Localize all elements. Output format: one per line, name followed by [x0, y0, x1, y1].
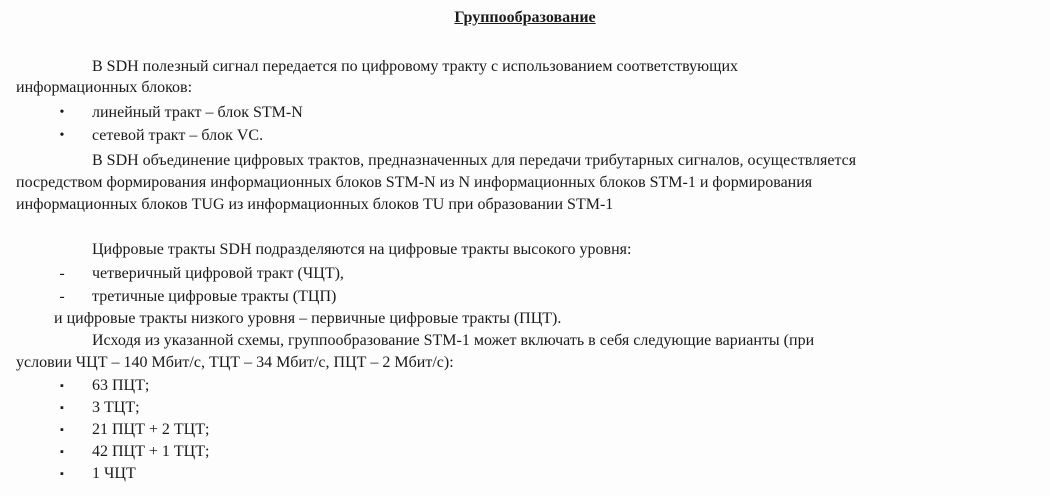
paragraph-3-line-1: Цифровые тракты SDH подразделяются на цифровые тракты высокого уровня:	[92, 241, 632, 258]
list-item: линейный тракт – блок STM-N	[92, 104, 303, 121]
paragraph-4-line-1: и цифровые тракты низкого уровня – первичные цифровые тракты (ПЦТ).	[54, 310, 562, 327]
bullet-dot-icon: •	[59, 128, 65, 143]
list-item: 63 ПЦТ;	[92, 377, 150, 394]
list-item: четверичный цифровой тракт (ЧЦТ),	[92, 265, 344, 282]
list-item: сетевой тракт – блок VC.	[92, 127, 264, 144]
list-item: 42 ПЦТ + 1 ТЦТ;	[92, 443, 210, 460]
dash-bullet-icon: -	[59, 288, 65, 305]
page-title: Группообразование	[454, 9, 596, 26]
list-item: третичные цифровые тракты (ТЦП)	[92, 288, 337, 305]
paragraph-2-line-3: информационных блоков TUG из информационных блоков TU при образовании STM-1	[16, 196, 614, 213]
paragraph-1-line-1: В SDH полезный сигнал передается по цифровому тракту с использованием соответствующих	[92, 58, 739, 75]
square-bullet-icon: ▪	[60, 380, 64, 392]
paragraph-1-line-2: информационных блоков:	[16, 79, 193, 96]
list-item: 21 ПЦТ + 2 ТЦТ;	[92, 421, 210, 438]
paragraph-2-line-2: посредством формирования информационных блоков STM-N из N информационных блоков STM-1 и формирования	[16, 174, 813, 191]
paragraph-2-line-1: В SDH объединение цифровых трактов, предназначенных для передачи трибутарных сигналов, осуществляется	[92, 152, 857, 169]
list-item: 1 ЧЦТ	[92, 465, 136, 482]
square-bullet-icon: ▪	[60, 424, 64, 436]
paragraph-5-line-2: условии ЧЦТ – 140 Мбит/с, ТЦТ – 34 Мбит/с, ПЦТ – 2 Мбит/с):	[16, 354, 454, 371]
square-bullet-icon: ▪	[60, 468, 64, 480]
dash-bullet-icon: -	[59, 265, 65, 282]
square-bullet-icon: ▪	[60, 402, 64, 414]
square-bullet-icon: ▪	[60, 446, 64, 458]
paragraph-5-line-1: Исходя из указанной схемы, группообразование STM-1 может включать в себя следующие варианты (при	[92, 332, 815, 349]
list-item: 3 ТЦТ;	[92, 399, 140, 416]
bullet-dot-icon: •	[59, 105, 65, 120]
